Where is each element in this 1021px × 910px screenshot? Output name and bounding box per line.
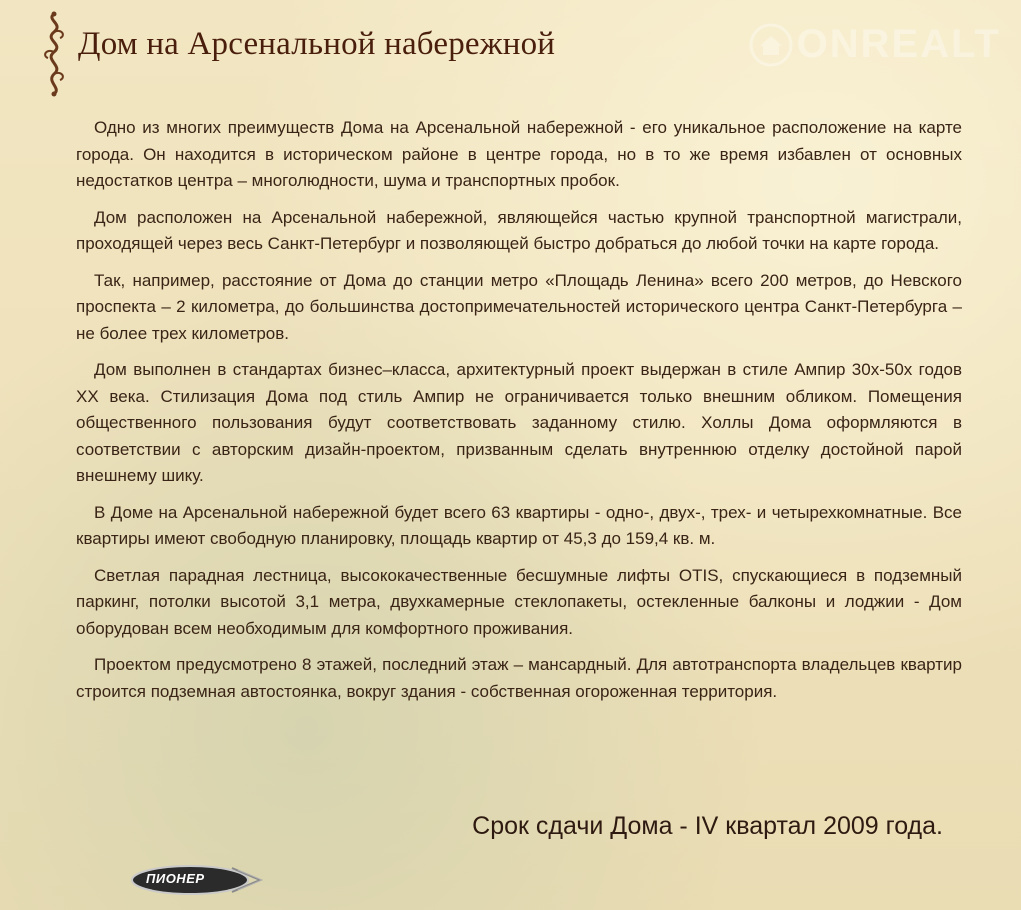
paragraph-apartments: В Доме на Арсенальной набережной будет всего 63 квартиры - одно-, двух-, трех- и четырехкомнатные. Все квартиры имеют свободную планировку, площадь квартир от 45,3 до 159,4 кв. м. [76,502,962,548]
watermark [749,22,1001,67]
house-icon [749,23,793,67]
company-logo-text: ПИОНЕР [146,871,205,886]
article-body [76,115,962,715]
paragraph-style: Дом выполнен в стандартах бизнес–класса, архитектурный проект выдержан в стиле Ампир 30х-50х годов XX века. Стилизация Дома под стиль Ампир не ограничивается только внешним обликом. Помещения общественного пользования будут соответствовать заданному стилю. Холлы Дома оформляются в соответствии с авторским дизайн-проектом, призванным сделать внутреннюю отделку достойной парой внешнему шику. [76,360,962,485]
paragraph-transport: Дом расположен на Арсенальной набережной, являющейся частью крупной транспортной магистрали, проходящей через весь Санкт-Петербург и позволяющей быстро добраться до любой точки на карте города. [76,207,962,253]
page-title: Дом на Арсенальной набережной [78,26,556,62]
paragraph-location: Одно из многих преимуществ Дома на Арсенальной набережной - его уникальное расположение на карте города. Он находится в историческом районе в центре города, но в то же время избавлен от основных недостатков центра – многолюдности, шума и транспортных пробок. [76,118,962,190]
ornament-icon [36,10,72,98]
watermark-text: ONREALT [796,22,1001,66]
completion-date: Срок сдачи Дома - IV квартал 2009 года. [472,812,943,840]
paragraph-amenities: Светлая парадная лестница, высококачественные бесшумные лифты OTIS, спускающиеся в подземный паркинг, потолки высотой 3,1 метра, двухкамерные стеклопакеты, остекленные балконы и лоджии - Дом оборудован всем необходимым для комфортного проживания. [76,565,962,638]
paragraph-distances: Так, например, расстояние от Дома до станции метро «Площадь Ленина» всего 200 метров, до Невского проспекта – 2 километра, до большинства достопримечательностей исторического центра Санкт-Петербурга – не более трех километров. [76,270,962,343]
paragraph-floors: Проектом предусмотрено 8 этажей, последний этаж – мансардный. Для автотранспорта владельцев квартир строится подземная автостоянка, вокруг здания - собственная огороженная территория. [76,655,962,701]
